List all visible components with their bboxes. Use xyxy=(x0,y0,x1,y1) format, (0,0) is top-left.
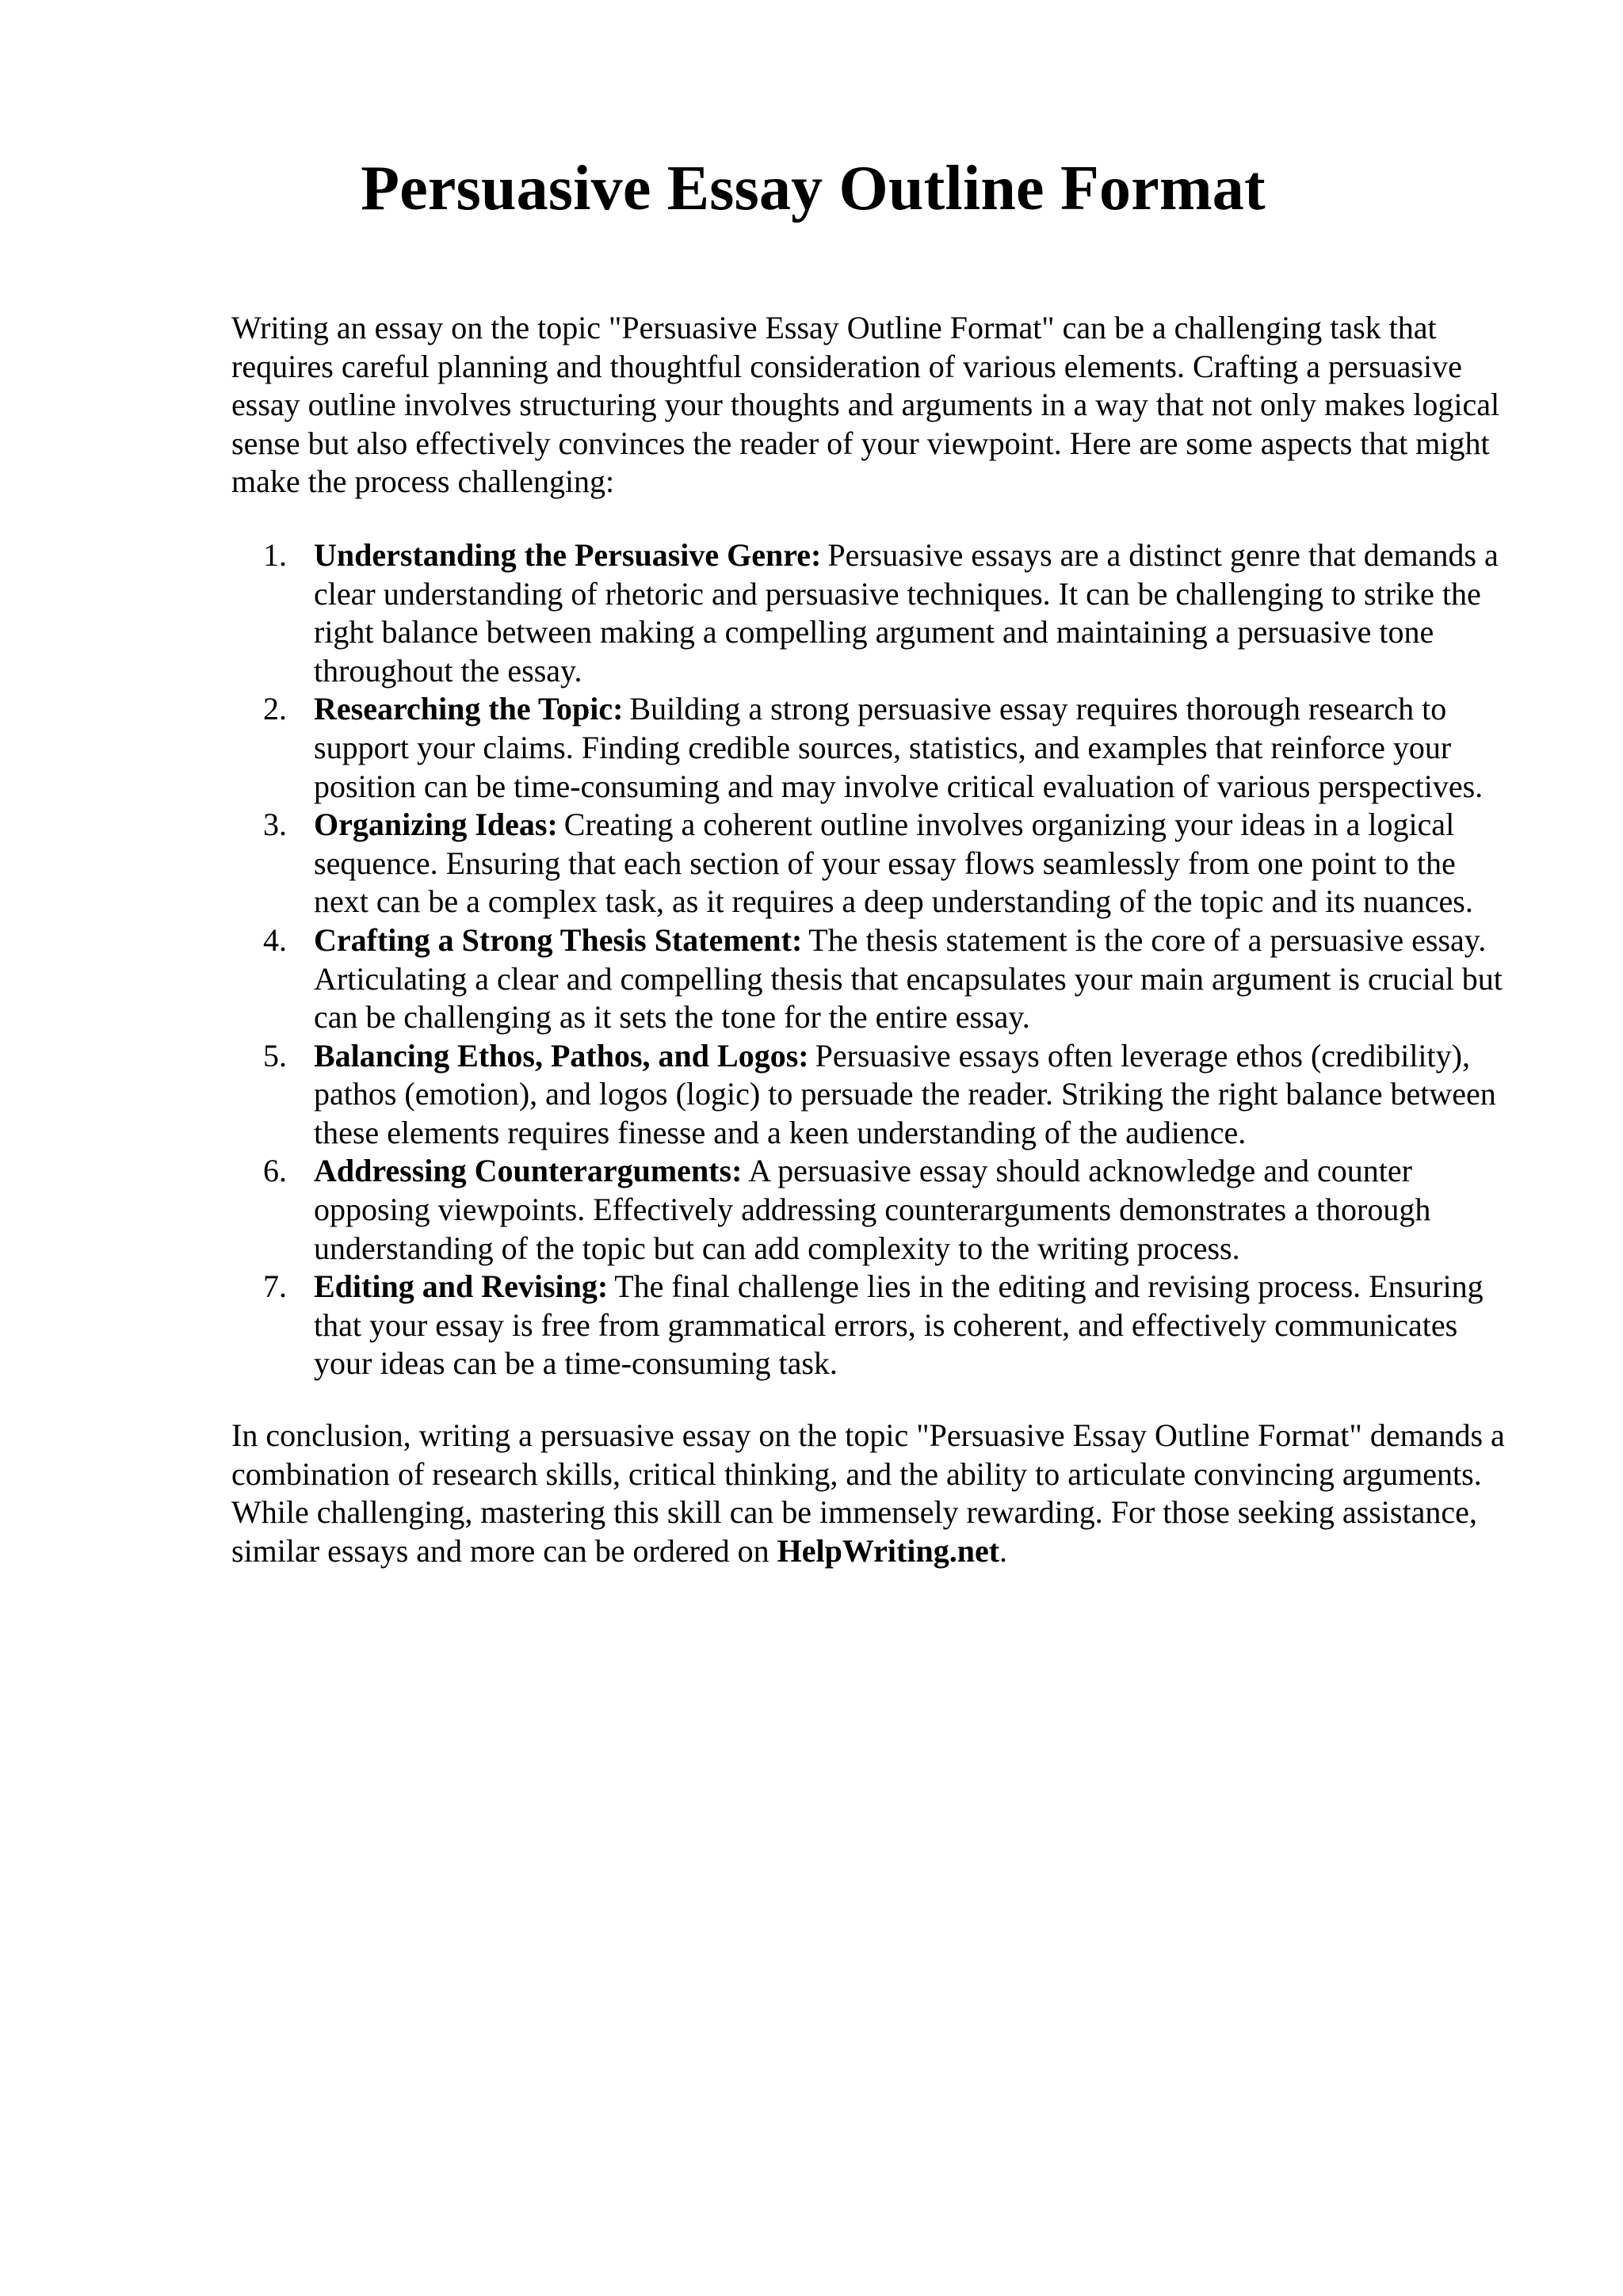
list-item-term: Addressing Counterarguments: xyxy=(314,1153,743,1189)
list-item xyxy=(231,1152,1506,1268)
list-item-term: Understanding the Persuasive Genre: xyxy=(314,536,822,573)
challenge-list xyxy=(231,536,1506,1383)
list-item xyxy=(231,1268,1506,1383)
list-item-term: Researching the Topic: xyxy=(314,691,624,727)
page-title: Persuasive Essay Outline Format xyxy=(361,154,1266,223)
list-item xyxy=(231,536,1506,690)
conclusion-text: In conclusion, writing a persuasive essay on the topic "Persuasive Essay Outline Format" demands a combination of research skills, critical thinking, and the ability to articulate convincing arguments. While challenging, mastering this skill can be immensely rewarding. For those seeking assistance, similar essays and more can be ordered on xyxy=(231,1417,1505,1569)
list-item-term: Editing and Revising: xyxy=(314,1268,609,1305)
brand-name: HelpWriting.net xyxy=(777,1532,1000,1569)
list-item-text: Persuasive essays are a distinct genre that demands a clear understanding of rhetoric and persuasive techniques. It can be challenging to strike the right balance between making a compelling argument and maintaining a persuasive tone throughout the essay. xyxy=(314,536,1499,688)
intro-paragraph: Writing an essay on the topic "Persuasive Essay Outline Format" can be a challenging task that requires careful planning and thoughtful consideration of various elements. Crafting a persuasive essay outline involves structuring your thoughts and arguments in a way that not only makes logical sense but also effectively convinces the reader of your viewpoint. Here are some aspects that might make the process challenging: xyxy=(231,310,1500,500)
list-item xyxy=(231,690,1506,806)
list-item-number: 4. xyxy=(263,921,287,958)
list-item-text: Creating a coherent outline involves organizing your ideas in a logical sequence. Ensuring that each section of your essay flows seamlessly from one point to the next can be a complex task, as it requires a deep understanding of the topic and its nuances. xyxy=(314,807,1473,920)
list-item-text: A persuasive essay should acknowledge and counter opposing viewpoints. Effectively addressing counterarguments demonstrates a thorough understanding of the topic but can add complexity to the writing process. xyxy=(314,1153,1431,1266)
list-item-number: 7. xyxy=(263,1268,287,1305)
list-item xyxy=(231,806,1506,921)
list-item-number: 5. xyxy=(263,1037,287,1074)
list-item-number: 2. xyxy=(263,691,287,727)
list-item-term: Crafting a Strong Thesis Statement: xyxy=(314,921,803,958)
list-item-number: 1. xyxy=(263,536,287,573)
list-item-text: The final challenge lies in the editing and revising process. Ensuring that your essay is free from grammatical errors, is coherent, and effectively communicates your ideas can be a time-consuming task. xyxy=(314,1268,1484,1382)
list-item-text: Persuasive essays often leverage ethos (credibility), pathos (emotion), and logos (logic) to persuade the reader. Striking the right balance between these elements requires finesse and a keen understanding of the audience. xyxy=(314,1037,1496,1150)
list-item-number: 6. xyxy=(263,1153,287,1189)
list-item-term: Balancing Ethos, Pathos, and Logos: xyxy=(314,1037,809,1074)
list-item xyxy=(231,921,1506,1037)
conclusion-paragraph xyxy=(231,1417,1506,1570)
list-item-term: Organizing Ideas: xyxy=(314,807,558,843)
list-item-text: The thesis statement is the core of a persuasive essay. Articulating a clear and compelling thesis that encapsulates your main argument is crucial but can be challenging as it sets the tone for the entire essay. xyxy=(314,921,1503,1035)
list-item-text: Building a strong persuasive essay requires thorough research to support your claims. Finding credible sources, statistics, and examples that reinforce your position can be time-consuming and may involve critical evaluation of various perspectives. xyxy=(314,691,1484,804)
list-item xyxy=(231,1037,1506,1153)
conclusion-end: . xyxy=(999,1532,1008,1569)
list-item-number: 3. xyxy=(263,807,287,843)
